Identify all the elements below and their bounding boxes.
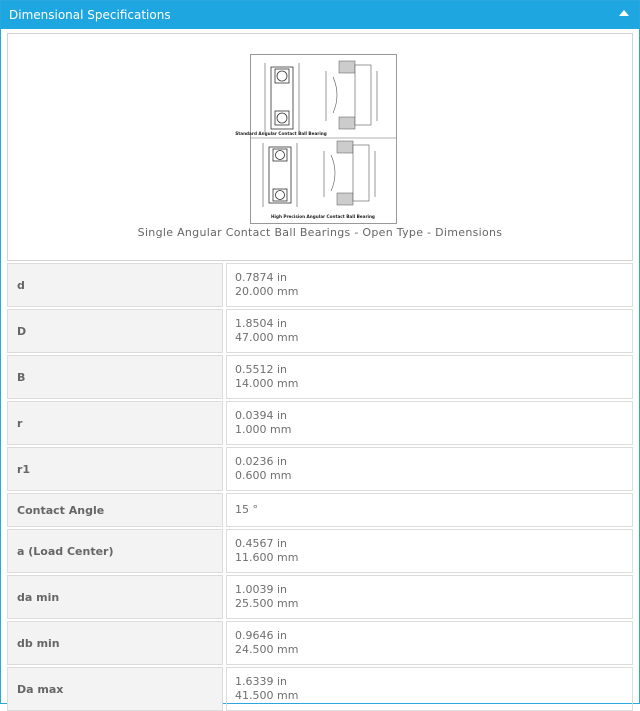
- spec-value-in: 0.4567 in: [235, 537, 288, 550]
- spec-value-in: 0.5512 in: [235, 363, 288, 376]
- spec-label: r1: [7, 447, 223, 491]
- spec-row: [7, 493, 633, 527]
- spec-label: da min: [7, 575, 223, 619]
- spec-label: Contact Angle: [7, 493, 223, 527]
- spec-row: [7, 575, 633, 619]
- spec-value: [226, 263, 633, 307]
- spec-label: db min: [7, 621, 223, 665]
- spec-row: [7, 447, 633, 491]
- bearing-dimension-drawing: [235, 54, 397, 224]
- spec-value: [226, 401, 633, 445]
- spec-value-in: 15 °: [235, 503, 258, 516]
- spec-value-mm: 41.500 mm: [235, 689, 299, 702]
- spec-value: [226, 529, 633, 573]
- spec-row: [7, 529, 633, 573]
- panel-title: Dimensional Specifications: [9, 8, 171, 22]
- panel-content: [1, 29, 639, 711]
- bearing-figure: [7, 33, 633, 261]
- spec-value-in: 1.8504 in: [235, 317, 288, 330]
- spec-value-mm: 20.000 mm: [235, 285, 299, 298]
- spec-value-mm: 11.600 mm: [235, 551, 299, 564]
- spec-value-mm: 1.000 mm: [235, 423, 292, 436]
- spec-value: [226, 493, 633, 527]
- spec-value-in: 1.0039 in: [235, 583, 288, 596]
- spec-value-mm: 24.500 mm: [235, 643, 299, 656]
- spec-value-mm: 14.000 mm: [235, 377, 299, 390]
- spec-row: [7, 401, 633, 445]
- spec-row: [7, 621, 633, 665]
- spec-label: r: [7, 401, 223, 445]
- spec-label: D: [7, 309, 223, 353]
- spec-value: [226, 309, 633, 353]
- spec-value-in: 0.7874 in: [235, 271, 288, 284]
- spec-value: [226, 667, 633, 711]
- collapse-icon[interactable]: [619, 10, 629, 16]
- spec-row: [7, 309, 633, 353]
- spec-value-mm: 25.500 mm: [235, 597, 299, 610]
- spec-value-mm: 0.600 mm: [235, 469, 292, 482]
- diagram-top-label: Standard Angular Contact Ball Bearing: [235, 131, 327, 136]
- spec-label: d: [7, 263, 223, 307]
- figure-caption: Single Angular Contact Ball Bearings - Open Type - Dimensions: [137, 226, 503, 239]
- spec-label: Da max: [7, 667, 223, 711]
- spec-value-in: 0.0236 in: [235, 455, 288, 468]
- spec-row: [7, 263, 633, 307]
- diagram-bottom-label: High Precision Angular Contact Ball Bearing: [271, 214, 375, 219]
- spec-row: [7, 355, 633, 399]
- spec-value-in: 0.0394 in: [235, 409, 288, 422]
- spec-row: [7, 667, 633, 711]
- spec-value: [226, 575, 633, 619]
- spec-value: [226, 355, 633, 399]
- spec-table: [7, 263, 633, 711]
- spec-label: a (Load Center): [7, 529, 223, 573]
- spec-value-mm: 47.000 mm: [235, 331, 299, 344]
- spec-label: B: [7, 355, 223, 399]
- spec-value-in: 0.9646 in: [235, 629, 288, 642]
- spec-value: [226, 621, 633, 665]
- spec-value: [226, 447, 633, 491]
- spec-value-in: 1.6339 in: [235, 675, 288, 688]
- bearing-diagram-svg: [235, 55, 396, 223]
- panel-header[interactable]: [1, 1, 639, 29]
